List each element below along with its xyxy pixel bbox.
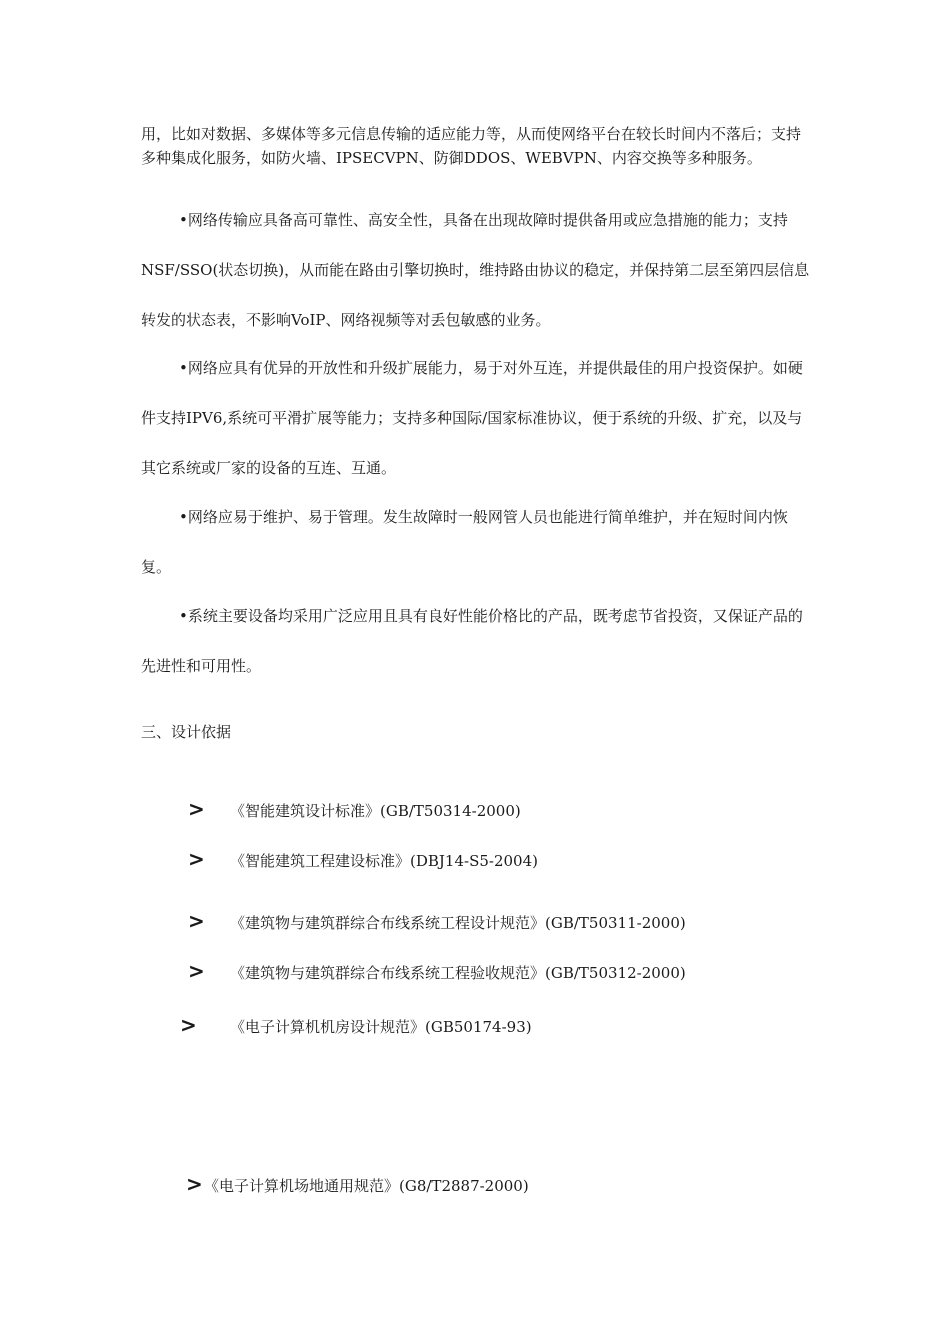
paragraph-equipment: •系统主要设备均采用广泛应用且具有良好性能价格比的产品，既考虑节省投资，又保证产品的先进性和可用性。 [141,607,803,675]
section-heading: 三、设计依据 [141,723,232,741]
paragraph-maintenance: •网络应易于维护、易于管理。发生故障时一般网管人员也能进行简单维护，并在短时间内恢复。 [141,508,788,576]
reference-item [188,959,686,985]
reference-item [188,797,521,823]
bullet-arrow-icon: > [188,909,205,933]
bullet-arrow-icon: > [186,1172,203,1196]
paragraph-continuation: 用，比如对数据、多媒体等多元信息传输的适应能力等，从而使网络平台在较长时间内不落后；支持多种集成化服务，如防火墙、IPSECVPN、防御DDOS、WEBVPN、内容交换等多种服务。 [141,125,802,167]
reference-item [186,1172,529,1198]
paragraph-reliability: •网络传输应具备高可靠性、高安全性，具备在出现故障时提供备用或应急措施的能力；支持NSF/SSO(状态切换)，从而能在路由引擎切换时，维持路由协议的稳定，并保持第二层至第四层信息转发的状态表，不影响VoIP、网络视频等对丢包敏感的业务。 [141,211,810,329]
reference-title: 《建筑物与建筑群综合布线系统工程设计规范》(GB/T50311-2000) [230,914,686,932]
reference-title: 《电子计算机机房设计规范》(GB50174-93) [230,1018,532,1036]
bullet-arrow-icon: > [188,959,205,983]
reference-title: 《智能建筑工程建设标准》(DBJ14-S5-2004) [230,852,538,870]
bullet-arrow-icon: > [180,1013,197,1037]
reference-title: 《建筑物与建筑群综合布线系统工程验收规范》(GB/T50312-2000) [230,964,686,982]
paragraph-openness: •网络应具有优异的开放性和升级扩展能力，易于对外互连，并提供最佳的用户投资保护。如硬件支持IPV6,系统可平滑扩展等能力；支持多种国际/国家标准协议，便于系统的升级、扩充，以及与其它系统或厂家的设备的互连、互通。 [141,359,803,477]
reference-item [188,909,686,935]
reference-title: 《电子计算机场地通用规范》(G8/T2887-2000) [204,1177,529,1195]
bullet-arrow-icon: > [188,847,205,871]
reference-item [188,847,538,873]
reference-item [180,1013,532,1039]
reference-title: 《智能建筑设计标准》(GB/T50314-2000) [230,802,521,820]
bullet-arrow-icon: > [188,797,205,821]
